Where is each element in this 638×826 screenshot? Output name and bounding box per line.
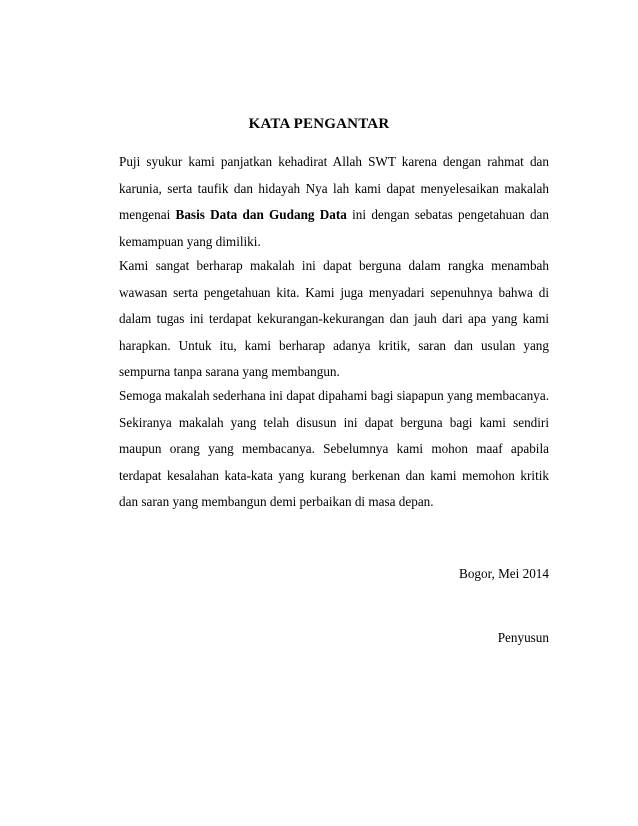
paragraph-opening-text-end: ini dengan sebatas pengetahuan dan kemampuan yang dimiliki. [119, 207, 550, 249]
paragraph-opening-text-start: Puji syukur kami panjatkan kehadirat Allah SWT karena dengan rahmat dan karunia, serta taufik dan hidayah Nya lah kami dapat menyelesaikan makalah mengenai [119, 154, 549, 222]
place-date: Bogor, Mei 2014 [459, 566, 549, 581]
page-title: KATA PENGANTAR [248, 116, 390, 132]
paragraph-hope: Kami sangat berharap makalah ini dapat berguna dalam rangka menambah wawasan serta pengetahuan kita. Kami juga menyadari sepenuhnya bahwa di dalam tugas ini terdapat kekurangan-kekurangan dan jauh dari apa yang kami harapkan. Untuk itu, kami berharap adanya kritik, saran dan usulan yang sempurna tanpa sarana yang membangun. [119, 258, 549, 379]
paragraph-opening [119, 149, 549, 255]
paragraph-closing: Semoga makalah sederhana ini dapat dipahami bagi siapapun yang membacanya. Sekiranya makalah yang telah disusun ini dapat berguna bagi kami sendiri maupun orang yang membacanya. Sebelumnya kami mohon maaf apabila terdapat kesalahan kata-kata yang kurang berkenan dan kami memohon kritik dan saran yang membangun demi perbaikan di masa depan. [119, 388, 549, 509]
paragraph-opening-bold-topic: Basis Data dan Gudang Data [175, 207, 347, 222]
author-signature: Penyusun [497, 630, 549, 645]
